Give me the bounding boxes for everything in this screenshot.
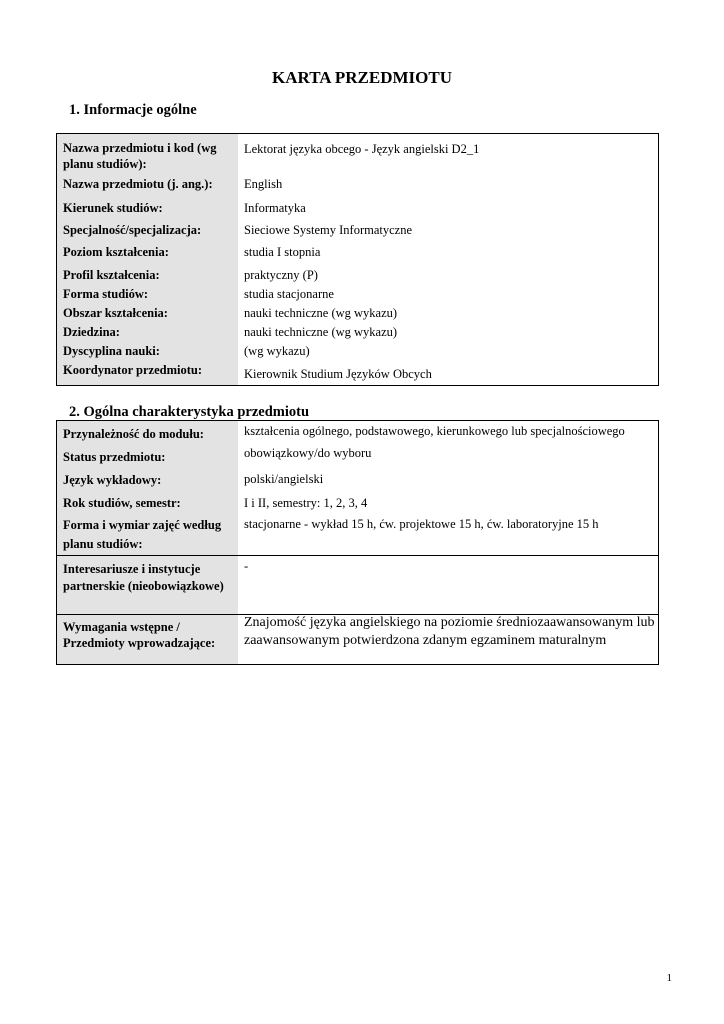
row-value: praktyczny (P) xyxy=(244,268,318,282)
row-label: Rok studiów, semestr: xyxy=(63,496,181,510)
row-value: (wg wykazu) xyxy=(244,344,310,358)
row-value: I i II, semestry: 1, 2, 3, 4 xyxy=(244,496,368,510)
row-label: Język wykładowy: xyxy=(63,473,162,487)
row-label: Specjalność/specjalizacja: xyxy=(63,223,202,237)
row-label: Interesariusze i instytucje partnerskie (nieobowiązkowe) xyxy=(63,562,224,593)
row-value: nauki techniczne (wg wykazu) xyxy=(244,325,398,339)
row-value: English xyxy=(244,177,283,191)
row-label: Forma studiów: xyxy=(63,287,149,301)
row-value: Kierownik Studium Języków Obcych xyxy=(244,367,432,381)
row-value: studia stacjonarne xyxy=(244,287,334,301)
row-label: Dziedzina: xyxy=(63,325,120,339)
row-label: Nazwa przedmiotu (j. ang.): xyxy=(63,177,213,191)
row-value: kształcenia ogólnego, podstawowego, kierunkowego lub specjalnościowego xyxy=(244,424,625,438)
row-label: Poziom kształcenia: xyxy=(63,245,169,259)
row-label: Obszar kształcenia: xyxy=(63,306,168,320)
row-value: Informatyka xyxy=(244,201,306,215)
section-heading-characteristics: 2. Ogólna charakterystyka przedmiotu xyxy=(69,404,310,420)
row-label: Dyscyplina nauki: xyxy=(63,344,160,358)
row-label: Kierunek studiów: xyxy=(63,201,163,215)
general-info-table xyxy=(56,133,659,386)
row-value: polski/angielski xyxy=(244,472,324,486)
row-label: Profil kształcenia: xyxy=(63,268,160,282)
row-value: nauki techniczne (wg wykazu) xyxy=(244,306,398,320)
page-title: KARTA PRZEDMIOTU xyxy=(272,68,452,87)
row-label: Koordynator przedmiotu: xyxy=(63,363,202,377)
row-divider xyxy=(57,555,658,556)
section-heading-general-info: 1. Informacje ogólne xyxy=(69,102,197,118)
row-label: Przynależność do modułu: xyxy=(63,427,204,441)
row-value: Znajomość języka angielskiego na poziomie średniozaawansowanym lub zaawansowanym potwierdzona zdanym egzaminem maturalnym xyxy=(244,615,655,648)
row-label: Nazwa przedmiotu i kod (wg planu studiów): xyxy=(63,141,217,171)
row-label: Forma i wymiar zajęć według planu studiów: xyxy=(63,518,222,551)
row-value: Sieciowe Systemy Informatyczne xyxy=(244,223,413,237)
row-value: obowiązkowy/do wyboru xyxy=(244,446,372,460)
page-number: 1 xyxy=(666,972,672,984)
row-value: - xyxy=(244,559,249,573)
row-label: Wymagania wstępne / Przedmioty wprowadzające: xyxy=(63,620,216,650)
characteristics-table xyxy=(56,420,659,665)
row-label: Status przedmiotu: xyxy=(63,450,166,464)
row-value: stacjonarne - wykład 15 h, ćw. projektowe 15 h, ćw. laboratoryjne 15 h xyxy=(244,517,599,531)
row-value: studia I stopnia xyxy=(244,245,321,259)
row-value: Lektorat języka obcego - Język angielski D2_1 xyxy=(244,142,480,156)
